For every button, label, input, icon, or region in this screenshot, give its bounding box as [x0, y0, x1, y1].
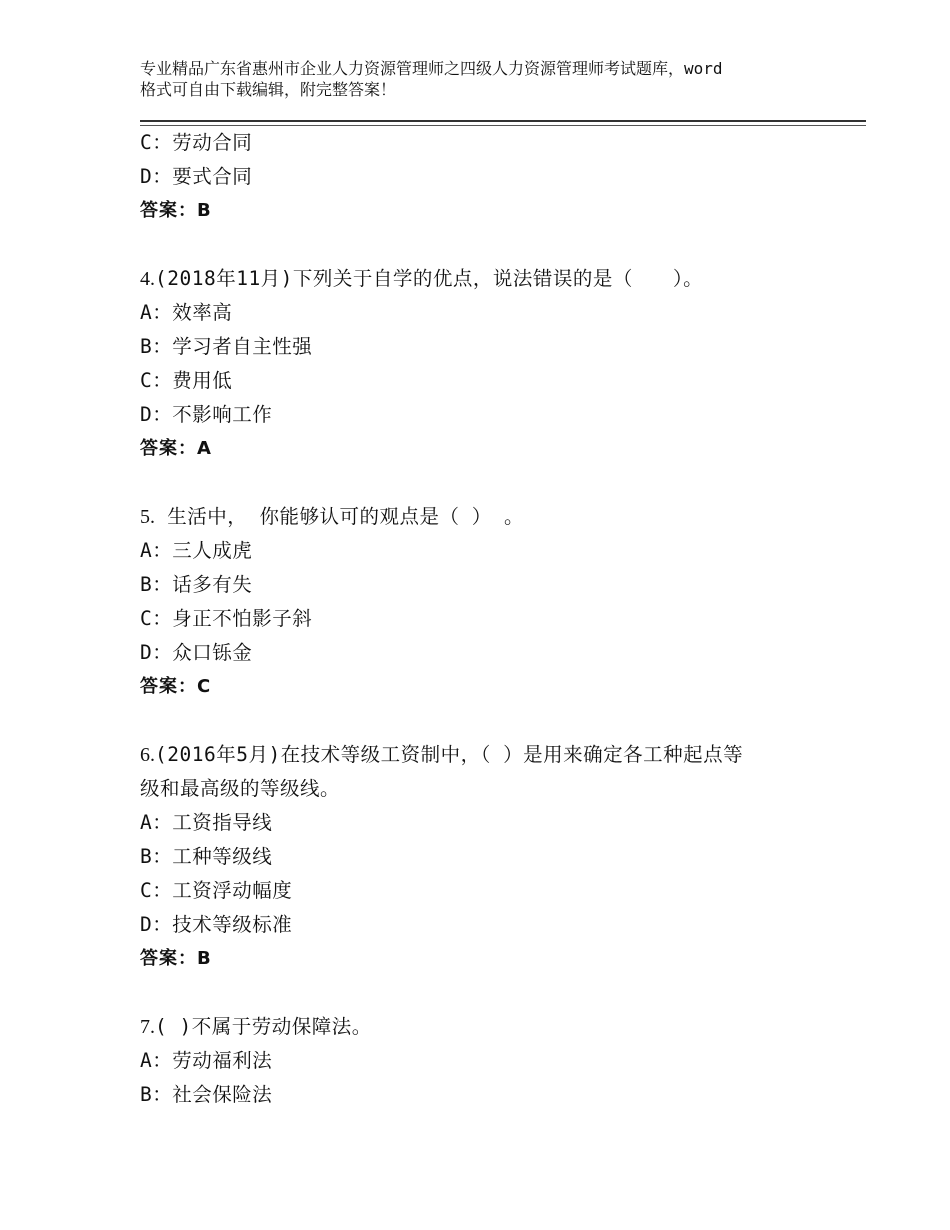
question-text: [140, 1010, 840, 1044]
option-d: D：众口铄金: [140, 641, 253, 664]
option-d: D：不影响工作: [140, 403, 273, 426]
question-text: [140, 262, 840, 296]
header-title-line-1: 专业精品广东省惠州市企业人力资源管理师之四级人力资源管理师考试题库，word: [140, 59, 723, 78]
option-b: B：社会保险法: [140, 1083, 273, 1106]
question-number: 7.: [140, 1016, 155, 1038]
option-c: C：劳动合同: [140, 131, 253, 154]
answer-label: 答案：B: [140, 200, 212, 221]
spacer: [140, 704, 840, 738]
option-d: D：要式合同: [140, 165, 253, 188]
question-3-tail: [140, 126, 840, 228]
question-number: 5.: [140, 506, 155, 528]
question-number: 4.: [140, 268, 155, 290]
question-stem-line-1: (2016年5月)在技术等级工资制中，（ ）是用来确定各工种起点等: [155, 743, 744, 766]
option-a: A：工资指导线: [140, 811, 273, 834]
option-c: C：费用低: [140, 369, 233, 392]
spacer: [140, 228, 840, 262]
answer-label: 答案：A: [140, 438, 212, 459]
question-stem: (2018年11月)下列关于自学的优点，说法错误的是（ ）。: [155, 267, 704, 290]
option-b: B：工种等级线: [140, 845, 273, 868]
option-c: C：身正不怕影子斜: [140, 607, 313, 630]
header-divider-thick: [140, 120, 866, 122]
question-stem-line-2: 级和最高级的等级线。: [140, 777, 341, 800]
option-a: A：三人成虎: [140, 539, 253, 562]
answer-label: 答案：C: [140, 676, 212, 697]
option-b: B：话多有失: [140, 573, 253, 596]
question-stem: ( )不属于劳动保障法。: [155, 1015, 372, 1038]
option-a: A：效率高: [140, 301, 233, 324]
header-title-line-2: 格式可自由下载编辑，附完整答案！: [140, 80, 397, 99]
spacer: [140, 466, 840, 500]
question-number: 6.: [140, 744, 155, 766]
question-list: [140, 126, 840, 1112]
question-7: [140, 1010, 840, 1112]
option-c: C：工资浮动幅度: [140, 879, 293, 902]
question-text: [140, 500, 840, 534]
spacer: [140, 976, 840, 1010]
question-6: [140, 738, 840, 976]
answer-label: 答案：B: [140, 948, 212, 969]
question-4: [140, 262, 840, 466]
question-text: [140, 738, 840, 772]
question-5: [140, 500, 840, 704]
option-d: D：技术等级标准: [140, 913, 293, 936]
option-a: A：劳动福利法: [140, 1049, 273, 1072]
question-stem: 生活中， 你能够认可的观点是（ ） 。: [155, 505, 524, 528]
document-header: [140, 58, 840, 100]
option-b: B：学习者自主性强: [140, 335, 313, 358]
